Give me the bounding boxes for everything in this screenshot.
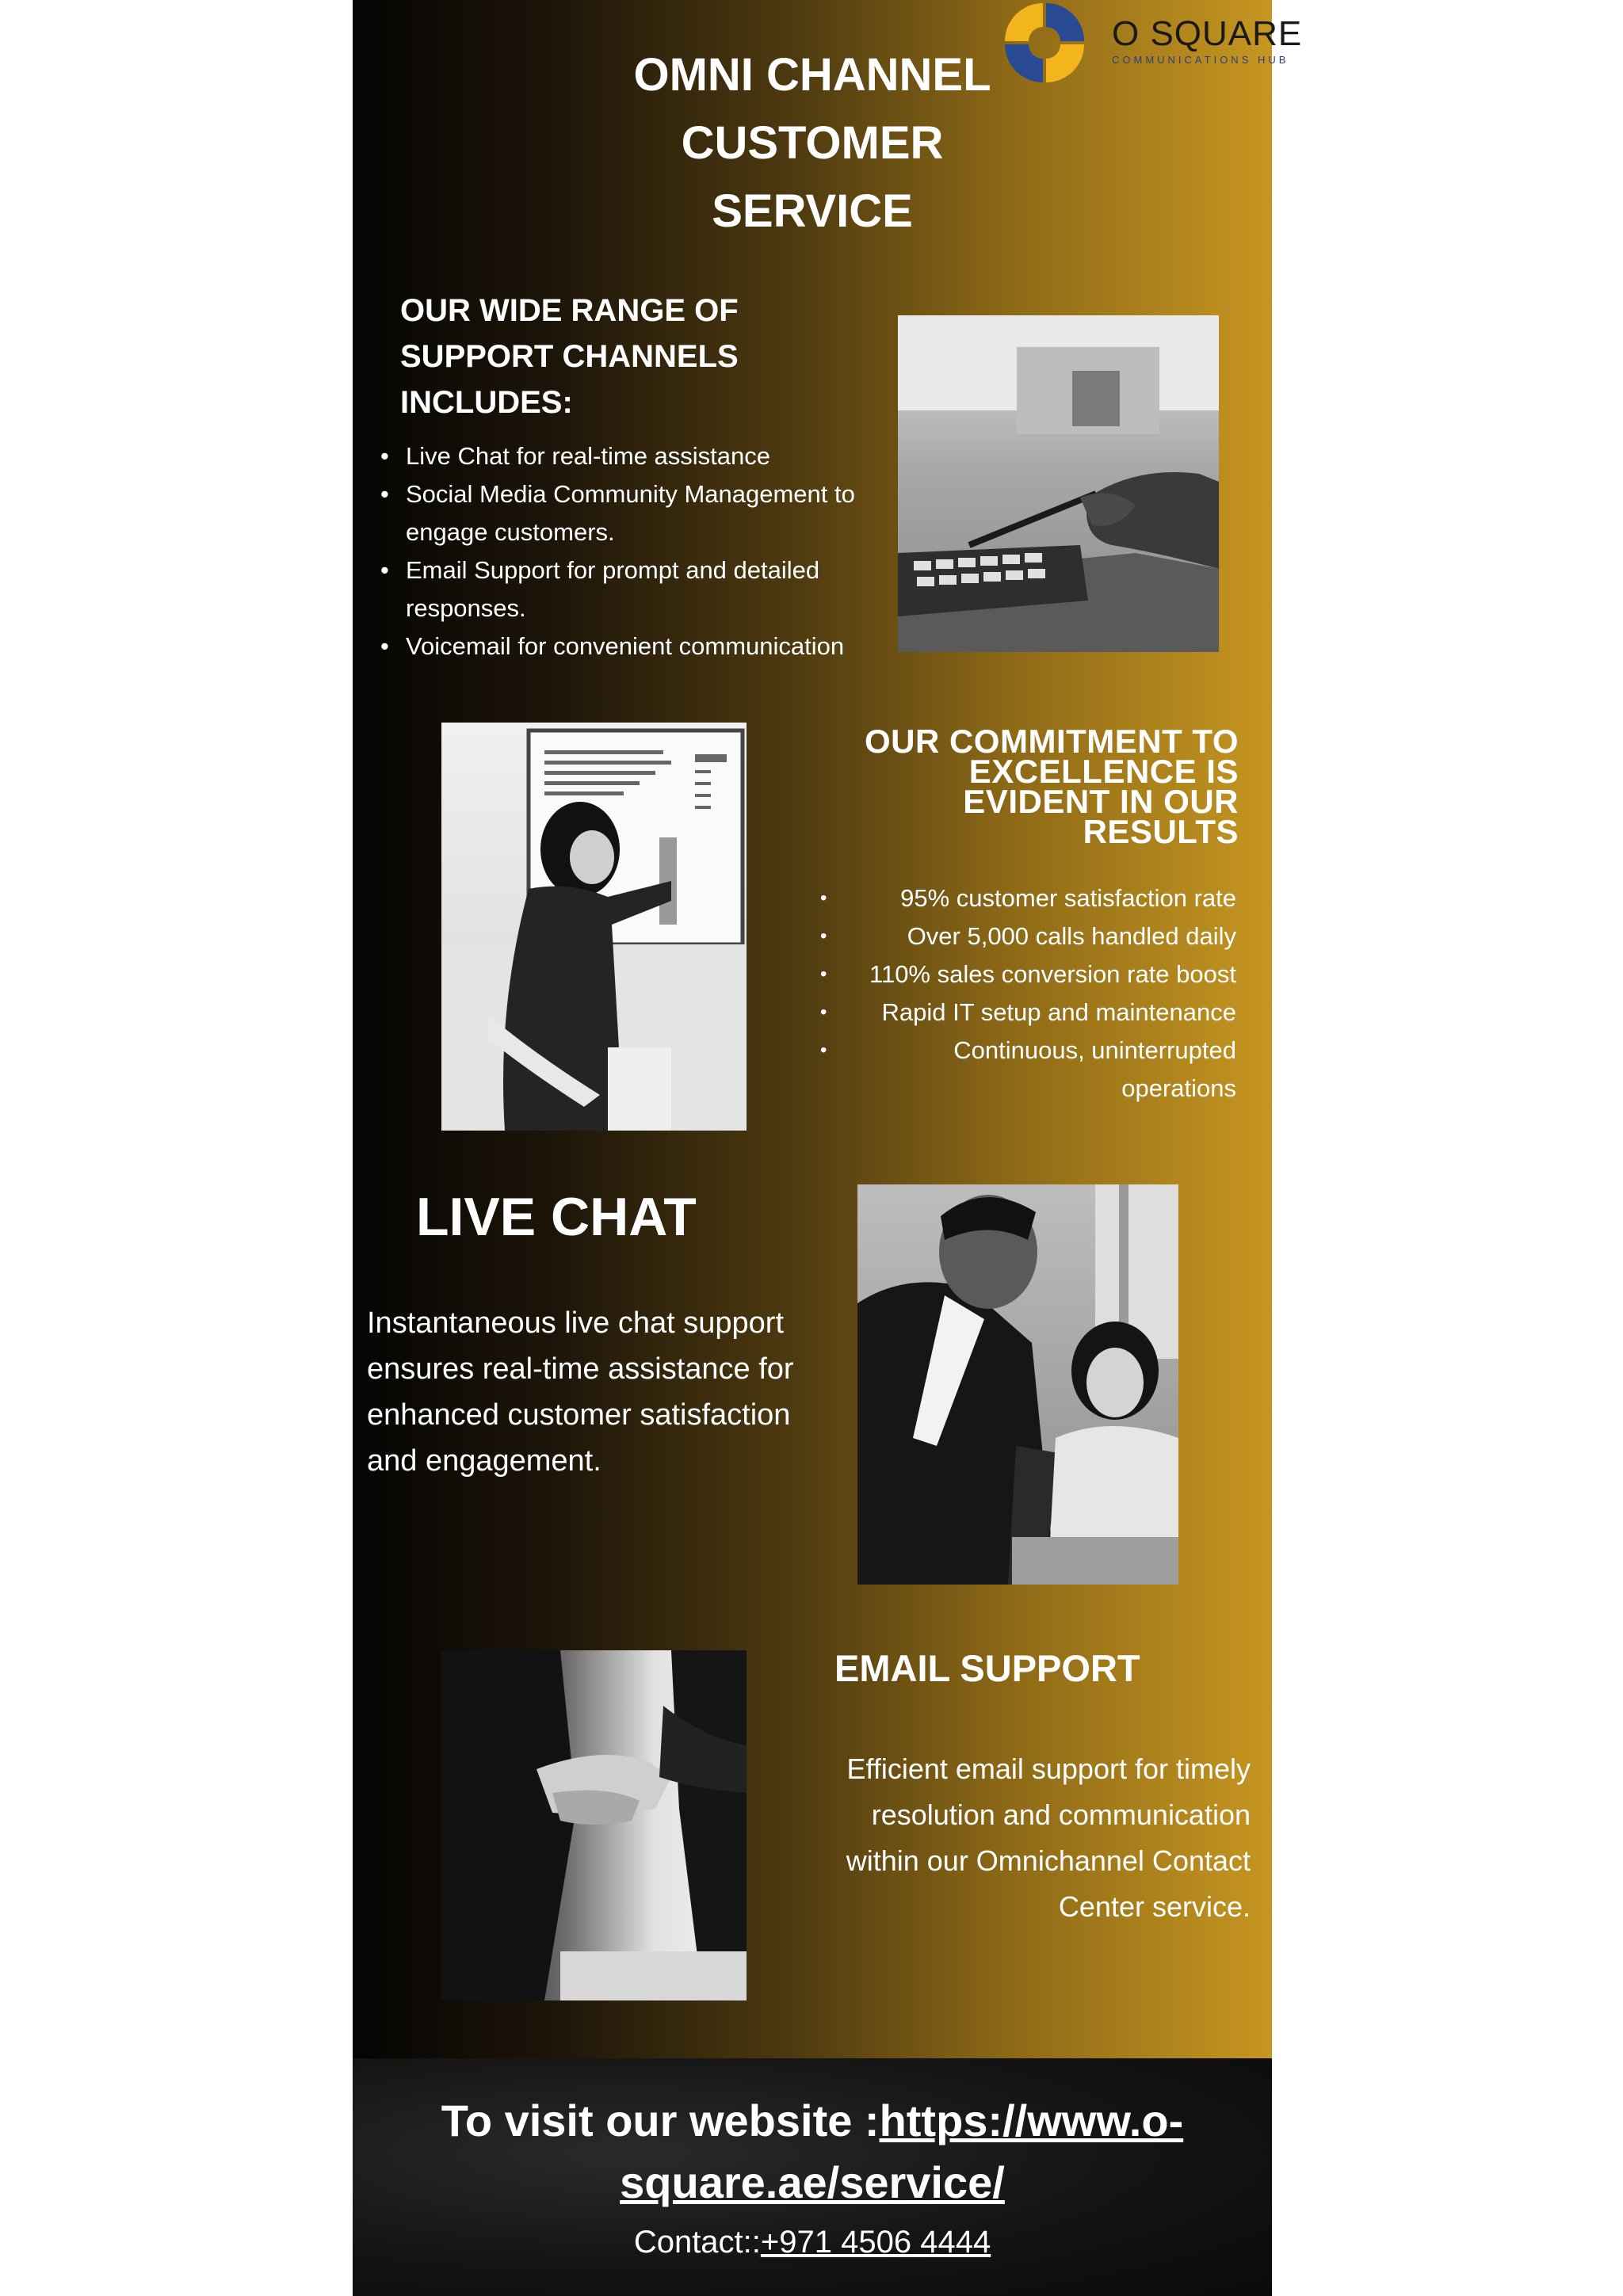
poster-title: [353, 41, 1272, 246]
email-support-text: Efficient email support for timely resolution and communication within our Omnichannel Contact Center service.: [846, 1753, 1251, 1923]
brand-tagline: COMMUNICATIONS HUB: [1112, 54, 1289, 66]
phone-link[interactable]: +971 4506 4444: [760, 2225, 991, 2260]
list-item: • Continuous, uninterrupted operations: [820, 1032, 1236, 1108]
results-list: [820, 879, 1236, 1108]
footer: [353, 2058, 1272, 2296]
email-support-heading: EMAIL SUPPORT: [834, 1647, 1140, 1689]
live-chat-text: Instantaneous live chat support ensures real-time assistance for enhanced customer satisfaction and engagement.: [367, 1306, 794, 1478]
infographic-poster: [353, 0, 1303, 2296]
list-item: • Over 5,000 calls handled daily: [820, 917, 1236, 955]
commitment-heading: OUR COMMITMENT TO EXCELLENCE IS EVIDENT IN OUR RESULTS: [864, 723, 1239, 850]
contact-line: [353, 2225, 1272, 2260]
website-link[interactable]: https://www.o-square.ae/service/: [620, 2096, 1184, 2207]
list-item: • 95% customer satisfaction rate: [820, 879, 1236, 917]
laptop-pen-hand-photo: [898, 315, 1219, 652]
website-label: To visit our website :: [441, 2096, 880, 2145]
list-item: • Voicemail for convenient communication: [380, 627, 903, 666]
brand-name: O SQUARE: [1112, 14, 1303, 53]
list-item: • Live Chat for real-time assistance: [380, 437, 903, 475]
list-item: • Email Support for prompt and detailed responses.: [380, 551, 903, 627]
list-item: • Social Media Community Management to engage customers.: [380, 475, 903, 551]
colleagues-laptop-photo: [857, 1184, 1178, 1585]
title-line: CUSTOMER: [681, 117, 944, 169]
title-line: OMNI CHANNEL: [633, 49, 991, 101]
handshake-photo: [441, 1650, 747, 2000]
website-line: [353, 2090, 1272, 2214]
live-chat-heading: LIVE CHAT: [416, 1187, 697, 1247]
channels-list: [380, 437, 903, 666]
list-item: • 110% sales conversion rate boost: [820, 955, 1236, 994]
title-line: SERVICE: [712, 185, 913, 237]
channels-heading: OUR WIDE RANGE OF SUPPORT CHANNELS INCLUDES:: [400, 293, 739, 420]
list-item: • Rapid IT setup and maintenance: [820, 994, 1236, 1032]
contact-label: Contact::: [633, 2225, 761, 2260]
